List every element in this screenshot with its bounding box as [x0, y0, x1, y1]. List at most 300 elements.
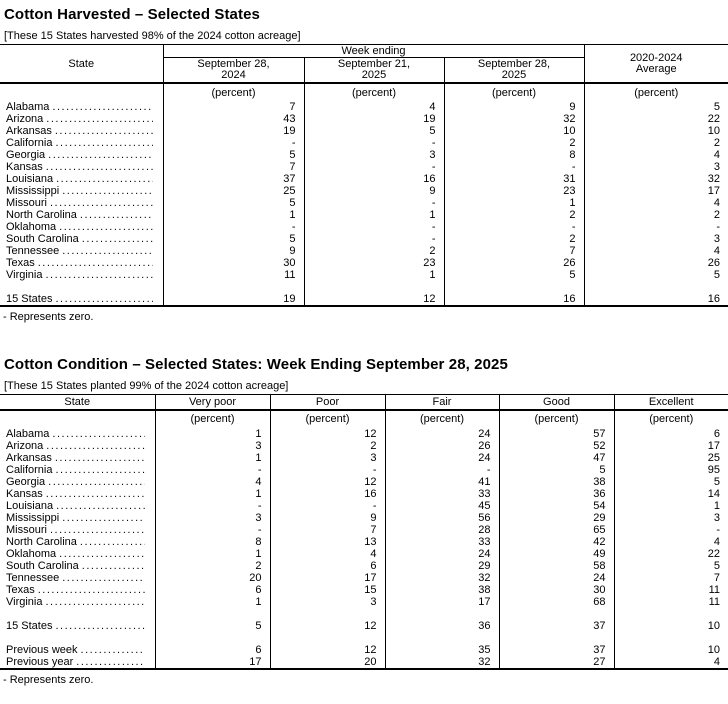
- state-name: Oklahoma: [6, 547, 57, 560]
- units-cell: (percent): [649, 413, 694, 425]
- state-name: Georgia: [6, 149, 46, 161]
- state-name: Missouri: [6, 523, 47, 536]
- state-row: [0, 269, 728, 281]
- value-cell: 24: [385, 452, 499, 464]
- state-cell: [0, 125, 163, 137]
- value-cell: 4: [713, 245, 720, 257]
- value-cell: 3: [270, 452, 385, 464]
- value-cell: 9: [270, 512, 385, 524]
- dot-leader: [50, 197, 153, 209]
- units-state-cell: [0, 83, 163, 101]
- value-cell: 42: [499, 536, 614, 548]
- state-cell: [0, 476, 155, 488]
- units-cell: (percent): [499, 410, 614, 428]
- state-row: [0, 524, 728, 536]
- state-row: [0, 512, 728, 524]
- value-cell: 5: [163, 233, 304, 245]
- col-header-very-poor: Very poor: [155, 395, 270, 410]
- state-cell: [0, 137, 163, 149]
- value-cell: 57: [499, 428, 614, 440]
- state-row: [0, 560, 728, 572]
- value-cell: 22: [707, 113, 720, 125]
- value-cell: 5: [155, 620, 270, 632]
- value-cell: 20: [270, 656, 385, 669]
- state-name: 15 States: [6, 293, 53, 305]
- units-cell: (percent): [270, 410, 385, 428]
- value-cell: 4: [270, 548, 385, 560]
- value-cell: 36: [385, 620, 499, 632]
- col-header-date-3: [444, 58, 584, 84]
- dot-leader: [62, 245, 152, 257]
- value-cell: -: [163, 137, 304, 149]
- dot-leader: [80, 209, 153, 221]
- value-cell: 11: [708, 583, 720, 596]
- dot-leader: [52, 428, 144, 440]
- state-cell: [0, 185, 163, 197]
- value-cell: -: [155, 500, 270, 512]
- value-cell: -: [304, 161, 444, 173]
- value-cell: 20: [155, 572, 270, 584]
- dot-leader: [52, 101, 152, 113]
- dot-leader: [55, 464, 144, 476]
- value-cell: 33: [385, 536, 499, 548]
- value-cell: 6: [155, 644, 270, 656]
- value-cell: 19: [163, 125, 304, 137]
- dot-leader: [46, 113, 152, 125]
- state-row: [0, 488, 728, 500]
- value-cell: 6: [155, 584, 270, 596]
- date-line1: September 21,: [337, 58, 411, 70]
- state-row: [0, 137, 728, 149]
- col-header-date-2: [304, 58, 444, 84]
- state-cell: [0, 428, 155, 440]
- value-cell: 10: [707, 619, 720, 632]
- state-name: Tennessee: [6, 245, 60, 257]
- state-cell: [0, 209, 163, 221]
- value-cell: -: [270, 500, 385, 512]
- state-row: [0, 101, 728, 113]
- value-cell: 56: [385, 512, 499, 524]
- value-cell: 17: [707, 185, 720, 197]
- state-name: Virginia: [6, 595, 43, 608]
- value-cell: 25: [707, 451, 720, 464]
- state-cell: [0, 596, 155, 608]
- state-row: [0, 197, 728, 209]
- value-cell: 11: [163, 269, 304, 281]
- value-cell: 7: [444, 245, 584, 257]
- value-cell: 2: [444, 137, 584, 149]
- value-cell: -: [444, 161, 584, 173]
- state-name: California: [6, 137, 53, 149]
- state-row: [0, 113, 728, 125]
- value-cell: 4: [713, 197, 720, 209]
- state-cell: [0, 149, 163, 161]
- value-cell: -: [716, 523, 720, 536]
- state-cell: [0, 620, 155, 632]
- header-row: [0, 395, 728, 410]
- dot-leader: [59, 221, 152, 233]
- state-name: Arkansas: [6, 125, 52, 137]
- dot-leader: [46, 269, 153, 281]
- state-name: Louisiana: [6, 499, 54, 512]
- value-cell: 9: [304, 185, 444, 197]
- dot-leader: [55, 137, 152, 149]
- state-row: [0, 245, 728, 257]
- value-cell: 12: [270, 476, 385, 488]
- value-cell: 7: [163, 161, 304, 173]
- value-cell: 2: [155, 560, 270, 572]
- units-row: [0, 83, 728, 101]
- value-cell: 3: [713, 233, 720, 245]
- state-name: Kansas: [6, 487, 43, 500]
- value-cell: 28: [385, 524, 499, 536]
- units-state-cell: [0, 410, 155, 428]
- value-cell: 4: [713, 655, 720, 668]
- value-cell: 4: [155, 476, 270, 488]
- value-cell: 9: [163, 245, 304, 257]
- dot-leader: [38, 584, 145, 596]
- harvested-section: [0, 6, 728, 323]
- spacer-row: [0, 281, 728, 293]
- spacer-row: [0, 632, 728, 644]
- value-cell: 26: [707, 257, 720, 269]
- state-cell: [0, 548, 155, 560]
- state-cell: [0, 464, 155, 476]
- state-name: California: [6, 463, 53, 476]
- state-cell: [0, 440, 155, 452]
- value-cell: 33: [385, 488, 499, 500]
- value-cell: 1: [304, 209, 444, 221]
- value-cell: 6: [713, 427, 720, 440]
- dot-leader: [46, 161, 153, 173]
- state-cell: [0, 173, 163, 185]
- value-cell: 30: [163, 257, 304, 269]
- units-cell: (percent): [385, 410, 499, 428]
- value-cell: 38: [499, 476, 614, 488]
- units-cell: (percent): [155, 410, 270, 428]
- value-cell: 7: [270, 524, 385, 536]
- dot-leader: [46, 440, 144, 452]
- value-cell: 22: [707, 547, 720, 560]
- value-cell: 4: [713, 149, 720, 161]
- state-row: [0, 149, 728, 161]
- state-row: [0, 596, 728, 608]
- state-name: North Carolina: [6, 535, 77, 548]
- value-cell: 49: [499, 548, 614, 560]
- state-cell: [0, 500, 155, 512]
- value-cell: 26: [385, 440, 499, 452]
- table2-title: Cotton Condition – Selected States: Week Ending September 28, 2025: [4, 356, 508, 373]
- date-line1: September 28,: [197, 58, 270, 70]
- value-cell: 19: [304, 113, 444, 125]
- state-cell: [0, 572, 155, 584]
- value-cell: 15: [270, 584, 385, 596]
- value-cell: 1: [155, 488, 270, 500]
- value-cell: 54: [499, 500, 614, 512]
- state-name: South Carolina: [6, 233, 79, 245]
- value-cell: 1: [155, 452, 270, 464]
- value-cell: -: [155, 524, 270, 536]
- value-cell: 5: [304, 125, 444, 137]
- value-cell: 1: [444, 197, 584, 209]
- table1-footnote: - Represents zero.: [3, 311, 94, 323]
- state-cell: [0, 644, 155, 656]
- value-cell: -: [304, 221, 444, 233]
- value-cell: 35: [385, 644, 499, 656]
- dot-leader: [48, 476, 144, 488]
- value-cell: 7: [713, 571, 720, 584]
- value-cell: 2: [270, 440, 385, 452]
- value-cell: 1: [155, 548, 270, 560]
- value-cell: 3: [713, 161, 720, 173]
- state-name: South Carolina: [6, 559, 79, 572]
- col-header-fair: Fair: [385, 395, 499, 410]
- previous-row: [0, 656, 728, 669]
- dot-leader: [62, 512, 144, 524]
- state-name: Oklahoma: [6, 221, 57, 233]
- value-cell: 4: [713, 535, 720, 548]
- value-cell: -: [304, 137, 444, 149]
- state-name: Texas: [6, 257, 35, 269]
- value-cell: 10: [707, 643, 720, 656]
- state-cell: [0, 221, 163, 233]
- state-name: Alabama: [6, 101, 50, 113]
- value-cell: 19: [163, 293, 304, 306]
- dot-leader: [82, 560, 145, 572]
- state-cell: [0, 161, 163, 173]
- units-cell: (percent): [304, 83, 444, 101]
- value-cell: 5: [713, 101, 720, 113]
- state-cell: [0, 536, 155, 548]
- date-line2: 2024: [221, 69, 246, 81]
- value-cell: -: [304, 233, 444, 245]
- col-header-date-1: [163, 58, 304, 84]
- value-cell: 8: [444, 149, 584, 161]
- dot-leader: [55, 293, 152, 305]
- state-name: Mississippi: [6, 511, 60, 524]
- value-cell: 26: [444, 257, 584, 269]
- dot-leader: [81, 644, 145, 656]
- value-cell: 2: [713, 137, 720, 149]
- value-cell: 5: [499, 464, 614, 476]
- state-name: North Carolina: [6, 209, 77, 221]
- state-cell: [0, 101, 163, 113]
- previous-row: [0, 644, 728, 656]
- average-line2: Average: [635, 62, 677, 75]
- value-cell: 5: [444, 269, 584, 281]
- state-name: Alabama: [6, 427, 50, 440]
- state-row: [0, 500, 728, 512]
- value-cell: 29: [499, 512, 614, 524]
- value-cell: 23: [444, 185, 584, 197]
- value-cell: 3: [270, 596, 385, 608]
- units-cell: (percent): [444, 83, 584, 101]
- value-cell: 1: [155, 596, 270, 608]
- state-row: [0, 476, 728, 488]
- dot-leader: [50, 524, 145, 536]
- value-cell: 9: [444, 101, 584, 113]
- state-row: [0, 536, 728, 548]
- state-row: [0, 161, 728, 173]
- value-cell: 47: [499, 452, 614, 464]
- spacer-row: [0, 608, 728, 620]
- table2-footnote: - Represents zero.: [3, 673, 94, 686]
- value-cell: 12: [270, 428, 385, 440]
- dot-leader: [55, 452, 145, 464]
- state-cell: [0, 257, 163, 269]
- value-cell: 32: [385, 572, 499, 584]
- value-cell: 52: [499, 440, 614, 452]
- value-cell: 24: [385, 548, 499, 560]
- value-cell: 1: [304, 269, 444, 281]
- date-line1: September 28,: [477, 58, 551, 70]
- value-cell: 36: [499, 488, 614, 500]
- value-cell: 17: [385, 596, 499, 608]
- state-cell: [0, 269, 163, 281]
- state-cell: [0, 233, 163, 245]
- state-cell: [0, 560, 155, 572]
- table1-subtitle: [These 15 States harvested 98% of the 2024 cotton acreage]: [4, 30, 301, 42]
- value-cell: 17: [155, 656, 270, 669]
- value-cell: 10: [707, 125, 720, 137]
- value-cell: -: [163, 221, 304, 233]
- dot-leader: [38, 257, 153, 269]
- condition-section: [0, 356, 728, 686]
- state-name: Arizona: [6, 439, 44, 452]
- state-row: [0, 185, 728, 197]
- state-name: Tennessee: [6, 571, 60, 584]
- state-name: Arizona: [6, 113, 44, 125]
- header-row-1: [0, 45, 728, 58]
- value-cell: 5: [163, 197, 304, 209]
- state-name: Mississippi: [6, 185, 60, 197]
- state-row: [0, 548, 728, 560]
- state-cell: [0, 452, 155, 464]
- state-cell: [0, 488, 155, 500]
- value-cell: 4: [304, 101, 444, 113]
- value-cell: 58: [499, 560, 614, 572]
- value-cell: 95: [707, 463, 720, 476]
- value-cell: -: [155, 464, 270, 476]
- value-cell: 25: [163, 185, 304, 197]
- state-row: [0, 584, 728, 596]
- state-row: [0, 428, 728, 440]
- col-header-good: Good: [499, 395, 614, 410]
- state-row: [0, 452, 728, 464]
- value-cell: 31: [444, 173, 584, 185]
- value-cell: 5: [713, 269, 720, 281]
- harvested-table: [0, 44, 728, 307]
- state-name: Arkansas: [6, 451, 52, 464]
- state-name: Texas: [6, 583, 35, 596]
- dot-leader: [55, 125, 153, 137]
- state-row: [0, 233, 728, 245]
- dot-leader: [46, 488, 145, 500]
- value-cell: 30: [499, 584, 614, 596]
- units-cell: (percent): [634, 86, 679, 99]
- state-row: [0, 464, 728, 476]
- col-header-excellent: Excellent: [614, 395, 728, 410]
- row-name: Previous year: [6, 655, 74, 668]
- col-header-state: State: [0, 45, 163, 84]
- value-cell: -: [270, 464, 385, 476]
- state-cell: [0, 245, 163, 257]
- value-cell: 11: [708, 595, 720, 608]
- value-cell: 27: [499, 656, 614, 669]
- state-name: Virginia: [6, 269, 43, 281]
- value-cell: -: [385, 464, 499, 476]
- value-cell: 16: [444, 293, 584, 306]
- col-header-average: [584, 45, 728, 84]
- value-cell: 3: [713, 511, 720, 524]
- value-cell: 32: [385, 656, 499, 669]
- dot-leader: [55, 620, 144, 632]
- dot-leader: [56, 500, 144, 512]
- dot-leader: [48, 149, 152, 161]
- value-cell: 24: [499, 572, 614, 584]
- value-cell: 2: [444, 233, 584, 245]
- value-cell: 16: [270, 488, 385, 500]
- value-cell: 3: [304, 149, 444, 161]
- state-cell: [0, 113, 163, 125]
- value-cell: 43: [163, 113, 304, 125]
- value-cell: 17: [707, 439, 720, 452]
- value-cell: 13: [270, 536, 385, 548]
- state-name: Kansas: [6, 161, 43, 173]
- col-header-poor: Poor: [270, 395, 385, 410]
- state-cell: [0, 197, 163, 209]
- value-cell: 38: [385, 584, 499, 596]
- value-cell: 12: [270, 644, 385, 656]
- value-cell: 2: [304, 245, 444, 257]
- value-cell: 29: [385, 560, 499, 572]
- value-cell: 5: [163, 149, 304, 161]
- value-cell: 7: [163, 101, 304, 113]
- state-row: [0, 440, 728, 452]
- average-line1: 2020-2024: [629, 51, 683, 64]
- value-cell: -: [444, 221, 584, 233]
- dot-leader: [80, 536, 145, 548]
- value-cell: 8: [155, 536, 270, 548]
- value-cell: 37: [499, 644, 614, 656]
- units-row: [0, 410, 728, 428]
- value-cell: 24: [385, 428, 499, 440]
- state-row: [0, 209, 728, 221]
- value-cell: 32: [444, 113, 584, 125]
- state-name: Missouri: [6, 197, 47, 209]
- value-cell: 37: [499, 620, 614, 632]
- state-row: [0, 125, 728, 137]
- value-cell: 1: [155, 428, 270, 440]
- dot-leader: [56, 173, 152, 185]
- value-cell: 12: [270, 620, 385, 632]
- state-name: Louisiana: [6, 173, 54, 185]
- value-cell: 6: [270, 560, 385, 572]
- state-cell: [0, 293, 163, 306]
- total-row: [0, 620, 728, 632]
- value-cell: 68: [499, 596, 614, 608]
- state-cell: [0, 512, 155, 524]
- state-row: [0, 221, 728, 233]
- value-cell: 65: [499, 524, 614, 536]
- value-cell: 17: [270, 572, 385, 584]
- dot-leader: [76, 656, 144, 668]
- value-cell: 12: [304, 293, 444, 306]
- table1-title: Cotton Harvested – Selected States: [4, 6, 260, 23]
- row-name: Previous week: [6, 643, 78, 656]
- dot-leader: [62, 185, 152, 197]
- dot-leader: [82, 233, 153, 245]
